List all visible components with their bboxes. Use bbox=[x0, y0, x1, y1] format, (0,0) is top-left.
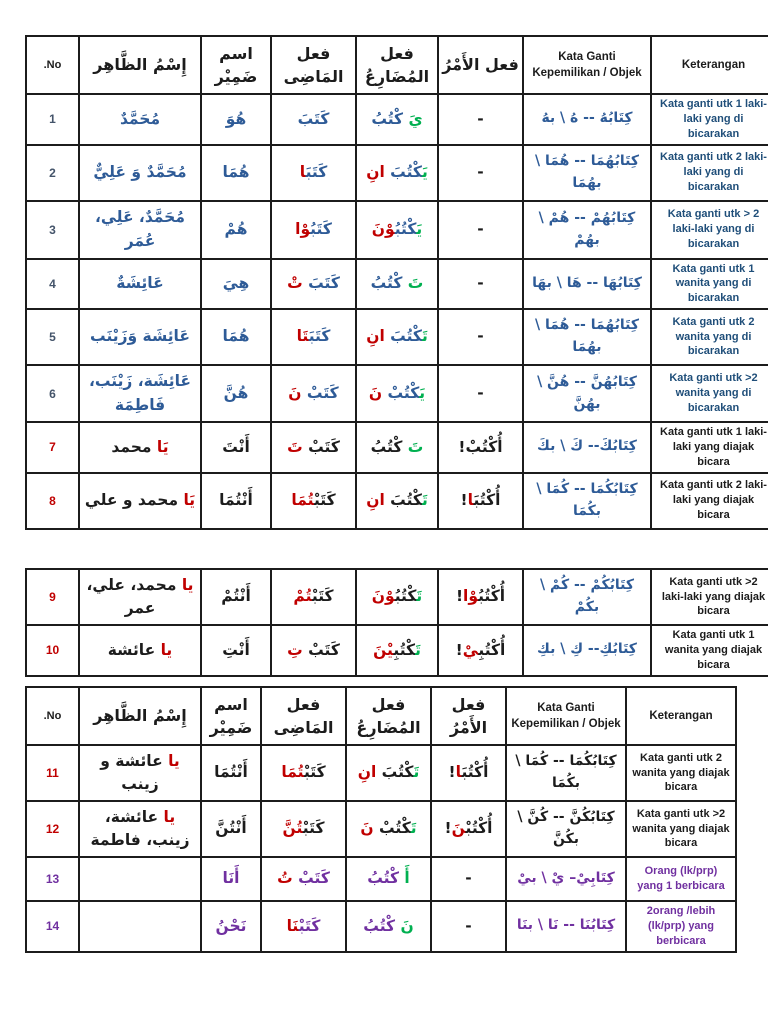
cell-keterangan: 2orang /lebih (lk/prp) yang berbicara bbox=[626, 901, 736, 952]
cell-dhamir bbox=[201, 473, 271, 529]
arabic-segment: تَ‍ bbox=[421, 490, 428, 509]
arabic-segment: - bbox=[477, 383, 484, 402]
arabic-segment: أَنْتُنَّ bbox=[215, 819, 247, 838]
cell-keterangan: Kata ganti utk > 2 laki-laki yang di bicarakan bbox=[651, 201, 768, 259]
cell-row-number: 11 bbox=[26, 745, 79, 801]
arabic-segment: كِتَابُكُمَا -- كُمَا \ بكُمَا bbox=[515, 753, 617, 791]
cell-kataganti bbox=[523, 201, 651, 259]
cell-mudhari bbox=[356, 94, 438, 145]
cell-madhi bbox=[271, 94, 356, 145]
arabic-segment: كَتَبَ bbox=[297, 109, 330, 128]
cell-madhi bbox=[271, 625, 356, 676]
cell-row-number: 12 bbox=[26, 801, 79, 857]
arabic-segment: محمد و علي bbox=[84, 490, 179, 509]
cell-zahir bbox=[79, 309, 201, 365]
cell-keterangan: Orang (lk/prp) yang 1 berbicara bbox=[626, 857, 736, 901]
arabic-segment: كِتَابُهُمَا -- هُمَا \ بهُمَا bbox=[535, 317, 639, 356]
arabic-segment: مُحَمَّدٌ وَ عَلِيٌّ bbox=[93, 162, 187, 181]
arabic-segment: تَ‍ bbox=[421, 327, 428, 346]
arabic-segment: ‍ا bbox=[299, 162, 306, 181]
arabic-segment: انِ bbox=[366, 162, 385, 181]
arabic-segment: يَ‍ bbox=[416, 219, 423, 238]
cell-zahir bbox=[79, 745, 201, 801]
arabic-segment: أَنْتُمْ bbox=[221, 587, 251, 606]
header-no: .No bbox=[26, 36, 79, 94]
header-ism-zahir: إِسْمُ الظَّاهِر bbox=[79, 687, 201, 745]
cell-mudhari bbox=[356, 259, 438, 310]
header-no: .No bbox=[26, 687, 79, 745]
arabic-segment: ‍كْتُبْ bbox=[382, 383, 420, 402]
table-row bbox=[26, 801, 736, 857]
arabic-segment: محمد bbox=[111, 437, 152, 456]
arabic-segment: عَائِشَة وَزَيْنَب bbox=[90, 327, 190, 346]
arabic-segment: كِتَابُكُمَا -- كُمَا \ بكُمَا bbox=[536, 480, 638, 519]
cell-mudhari bbox=[346, 901, 431, 952]
cell-dhamir bbox=[201, 422, 271, 473]
header-fiil-amr: فعل الأَمْرُ bbox=[438, 36, 523, 94]
cell-dhamir bbox=[201, 569, 271, 625]
arabic-segment: تَ bbox=[402, 274, 424, 293]
arabic-segment: هُمَا bbox=[222, 327, 250, 346]
arabic-segment: نَ bbox=[368, 383, 383, 402]
cell-mudhari bbox=[356, 145, 438, 201]
table-row bbox=[26, 901, 736, 952]
arabic-segment: - bbox=[465, 869, 472, 888]
arabic-segment: ‍تُمَا bbox=[281, 763, 304, 782]
cell-amr bbox=[438, 625, 523, 676]
arabic-segment: يَا bbox=[178, 490, 196, 509]
arabic-segment: انِ bbox=[357, 763, 377, 782]
arabic-segment: كَتَبْ bbox=[292, 869, 330, 888]
cell-dhamir bbox=[201, 625, 271, 676]
cell-row-number: 14 bbox=[26, 901, 79, 952]
cell-mudhari bbox=[356, 365, 438, 422]
cell-kataganti bbox=[523, 473, 651, 529]
cell-madhi bbox=[271, 365, 356, 422]
arabic-segment: انِ bbox=[366, 327, 385, 346]
cell-keterangan: Kata ganti utk >2 wanita yang di bicarakan bbox=[651, 365, 768, 422]
cell-zahir bbox=[79, 365, 201, 422]
arabic-segment: أَنْتَ bbox=[222, 437, 250, 456]
arabic-segment: كِتَابُكُنَّ -- كُنَّ \ بكُنَّ bbox=[517, 809, 615, 847]
arabic-segment: ‍وْا bbox=[295, 219, 311, 238]
arabic-segment: - bbox=[465, 916, 472, 935]
arabic-segment: أُكْتُبْ! bbox=[458, 437, 503, 456]
arabic-segment: كَتَبَ‍ bbox=[308, 327, 331, 346]
cell-mudhari bbox=[356, 569, 438, 625]
arabic-segment: كَتَبْ‍ bbox=[302, 819, 325, 838]
arabic-segment: ‍تُنَّ bbox=[282, 819, 303, 838]
arabic-segment: تَ‍ bbox=[415, 640, 421, 659]
arabic-segment: كِتَابُكُمْ -- كُمْ \ بكُمْ bbox=[540, 577, 634, 615]
cell-row-number: 5 bbox=[26, 309, 79, 365]
cell-kataganti bbox=[523, 94, 651, 145]
arabic-segment: كَتَبَ‍ bbox=[305, 162, 328, 181]
cell-keterangan: Kata ganti utk 2 laki-laki yang di bicarakan bbox=[651, 145, 768, 201]
cell-amr bbox=[438, 259, 523, 310]
table-row bbox=[26, 569, 768, 625]
cell-row-number: 2 bbox=[26, 145, 79, 201]
arabic-segment: - bbox=[477, 219, 484, 238]
cell-zahir bbox=[79, 145, 201, 201]
cell-kataganti bbox=[523, 422, 651, 473]
header-kata-ganti: Kata Ganti Kepemilikan / Objek bbox=[523, 36, 651, 94]
arabic-segment: كِتَابُهَا -- هَا \ بهَا bbox=[532, 274, 642, 291]
arabic-segment: أُكْتُبِ‍ bbox=[478, 640, 506, 659]
arabic-segment: ‍كْتُبَ bbox=[376, 763, 414, 782]
arabic-segment: أَ bbox=[399, 869, 410, 888]
table-row bbox=[26, 365, 768, 422]
header-ism-dhamir: اسم ضَمِيْر bbox=[201, 687, 261, 745]
arabic-segment: ! bbox=[455, 587, 464, 606]
arabic-segment: ‍تُمَا bbox=[291, 490, 314, 509]
cell-kataganti bbox=[506, 801, 626, 857]
arabic-segment: أَنَا bbox=[222, 869, 240, 888]
cell-keterangan: Kata ganti utk 2 wanita yang diajak bicara bbox=[626, 745, 736, 801]
cell-madhi bbox=[271, 473, 356, 529]
arabic-segment: ‍ا bbox=[455, 763, 462, 782]
cell-dhamir bbox=[201, 857, 261, 901]
cell-keterangan: Kata ganti utk 1 wanita yang diajak bicara bbox=[651, 625, 768, 676]
header-ism-zahir: إِسْمُ الظَّاهِر bbox=[79, 36, 201, 94]
cell-kataganti bbox=[523, 365, 651, 422]
arabic-segment: ! bbox=[448, 763, 456, 782]
arabic-segment: كِتَابُنَا -- نَا \ بنَا bbox=[516, 917, 616, 934]
cell-kataganti bbox=[523, 309, 651, 365]
cell-kataganti bbox=[523, 259, 651, 310]
arabic-segment: كْتُبُ bbox=[363, 916, 396, 935]
arabic-segment: كِتَابِيْ– يْ \ بيْ bbox=[517, 870, 615, 887]
cell-keterangan: Kata ganti utk >2 laki-laki yang diajak bicara bbox=[651, 569, 768, 625]
cell-row-number: 6 bbox=[26, 365, 79, 422]
arabic-segment: كِتَابُكِ-- كِ \ بكِ bbox=[537, 641, 637, 658]
arabic-segment: أَنْتُمَا bbox=[219, 490, 253, 509]
cell-amr bbox=[438, 145, 523, 201]
arabic-segment: ‍كْتُبَ bbox=[384, 490, 422, 509]
arabic-segment: نَحْنُ bbox=[215, 916, 247, 935]
arabic-segment: عائشة و زينب bbox=[100, 751, 163, 793]
table-3-header bbox=[26, 687, 736, 745]
cell-row-number: 7 bbox=[26, 422, 79, 473]
cell-madhi bbox=[271, 309, 356, 365]
arabic-segment: تَ bbox=[287, 437, 303, 456]
arabic-segment: محمد، علي، عمر bbox=[86, 575, 177, 617]
cell-madhi bbox=[261, 745, 346, 801]
cell-dhamir bbox=[201, 145, 271, 201]
arabic-segment: ‍نَ bbox=[451, 819, 466, 838]
cell-mudhari bbox=[356, 473, 438, 529]
cell-mudhari bbox=[346, 801, 431, 857]
cell-madhi bbox=[271, 422, 356, 473]
arabic-segment: يَ bbox=[403, 109, 423, 128]
header-fiil-madhi: فعل المَاضِى bbox=[261, 687, 346, 745]
arabic-segment: ‍يْنَ bbox=[373, 640, 394, 659]
cell-madhi bbox=[271, 259, 356, 310]
cell-row-number: 1 bbox=[26, 94, 79, 145]
arabic-segment: ‍كْتُبِ‍ bbox=[393, 640, 416, 659]
cell-madhi bbox=[261, 901, 346, 952]
cell-zahir bbox=[79, 625, 201, 676]
arabic-segment: ‍نَا bbox=[286, 916, 299, 935]
cell-dhamir bbox=[201, 201, 271, 259]
arabic-segment: - bbox=[477, 162, 484, 181]
arabic-segment: ‍وْنَ bbox=[371, 219, 395, 238]
cell-kataganti bbox=[506, 857, 626, 901]
arabic-segment: هِيَ bbox=[222, 274, 250, 293]
cell-row-number: 4 bbox=[26, 259, 79, 310]
cell-keterangan: Kata ganti utk 2 wanita yang di bicarakan bbox=[651, 309, 768, 365]
cell-zahir bbox=[79, 857, 201, 901]
cell-mudhari bbox=[346, 857, 431, 901]
cell-amr bbox=[438, 94, 523, 145]
arabic-segment: يا bbox=[158, 807, 176, 826]
arabic-segment: كَتَبُ‍ bbox=[310, 219, 332, 238]
cell-zahir bbox=[79, 422, 201, 473]
arabic-segment: عَائِشَة، زَيْنَب، فَاطِمَة bbox=[88, 372, 192, 414]
cell-dhamir bbox=[201, 259, 271, 310]
arabic-segment: يَ‍ bbox=[419, 383, 426, 402]
arabic-segment: تَ‍ bbox=[413, 763, 420, 782]
arabic-segment: أَنْتُمَا bbox=[214, 763, 248, 782]
cell-dhamir bbox=[201, 309, 271, 365]
cell-dhamir bbox=[201, 801, 261, 857]
cell-mudhari bbox=[356, 422, 438, 473]
arabic-segment: مُحَمَّدٌ، عَلِي، عُمَر bbox=[95, 208, 185, 250]
cell-madhi bbox=[271, 201, 356, 259]
cell-keterangan: Kata ganti utk 1 laki-laki yang di bicarakan bbox=[651, 94, 768, 145]
arabic-segment: كْتُبُ bbox=[370, 274, 403, 293]
cell-keterangan: Kata ganti utk 1 laki-laki yang diajak bicara bbox=[651, 422, 768, 473]
table-row bbox=[26, 259, 768, 310]
header-fiil-madhi: فعل المَاضِى bbox=[271, 36, 356, 94]
arabic-segment: تَ‍ bbox=[416, 587, 423, 606]
arabic-segment: يا bbox=[162, 751, 180, 770]
cell-zahir bbox=[79, 901, 201, 952]
table-row bbox=[26, 422, 768, 473]
cell-madhi bbox=[261, 857, 346, 901]
arabic-segment: كَتَبْ‍ bbox=[313, 490, 336, 509]
arabic-segment: ‍كْتُبُ‍ bbox=[394, 219, 417, 238]
arabic-segment: مُحَمَّدٌ bbox=[119, 109, 161, 128]
table-1-header bbox=[26, 36, 768, 94]
cell-row-number: 8 bbox=[26, 473, 79, 529]
arabic-segment: كِتَابُهُمْ -- هُمْ \ بهُمْ bbox=[538, 209, 636, 248]
conjugation-table-3 bbox=[25, 686, 737, 953]
cell-madhi bbox=[271, 145, 356, 201]
arabic-segment: - bbox=[477, 327, 484, 346]
header-fiil-amr: فعل الأَمْرُ bbox=[431, 687, 506, 745]
arabic-segment: كْتُبُ bbox=[367, 869, 400, 888]
arabic-segment: ‍كْتُبَ bbox=[384, 327, 422, 346]
arabic-segment: ! bbox=[455, 640, 463, 659]
cell-mudhari bbox=[356, 309, 438, 365]
cell-amr bbox=[438, 365, 523, 422]
arabic-segment: أُكْتُبَ‍ bbox=[461, 763, 489, 782]
cell-amr bbox=[431, 745, 506, 801]
arabic-segment: أَنْتِ bbox=[222, 640, 250, 659]
header-kata-ganti: Kata Ganti Kepemilikan / Objek bbox=[506, 687, 626, 745]
arabic-segment: أُكْتُبْ‍ bbox=[465, 819, 493, 838]
cell-keterangan: Kata ganti utk >2 wanita yang diajak bicara bbox=[626, 801, 736, 857]
cell-amr bbox=[438, 473, 523, 529]
arabic-segment: يَ‍ bbox=[421, 162, 428, 181]
arabic-segment: أُكْتُبَ‍ bbox=[473, 490, 501, 509]
arabic-segment: ! bbox=[444, 819, 452, 838]
arabic-segment: كَتَبْ‍ bbox=[303, 763, 326, 782]
arabic-segment: ‍كْتُبَ bbox=[384, 162, 422, 181]
arabic-segment: ‍كْتُبُ‍ bbox=[394, 587, 417, 606]
cell-zahir bbox=[79, 201, 201, 259]
arabic-segment: ! bbox=[460, 490, 468, 509]
cell-dhamir bbox=[201, 94, 271, 145]
arabic-segment: نَ bbox=[395, 916, 414, 935]
arabic-segment: تَ‍ bbox=[410, 819, 417, 838]
cell-row-number: 9 bbox=[26, 569, 79, 625]
table-row bbox=[26, 625, 768, 676]
cell-madhi bbox=[271, 569, 356, 625]
arabic-segment: هُوَ bbox=[225, 109, 247, 128]
cell-kataganti bbox=[523, 569, 651, 625]
arabic-segment: هُمَا bbox=[222, 162, 250, 181]
arabic-segment: هُمْ bbox=[224, 219, 248, 238]
cell-row-number: 3 bbox=[26, 201, 79, 259]
table-row bbox=[26, 473, 768, 529]
cell-row-number: 10 bbox=[26, 625, 79, 676]
header-keterangan: Keterangan bbox=[626, 687, 736, 745]
arabic-segment: ‍تُمْ bbox=[293, 587, 312, 606]
table-row bbox=[26, 145, 768, 201]
arabic-segment: ‍كْتُبْ bbox=[373, 819, 411, 838]
conjugation-table-1 bbox=[25, 35, 768, 530]
arabic-segment: كَتَبْ bbox=[302, 437, 340, 456]
table-row bbox=[26, 201, 768, 259]
arabic-segment: - bbox=[477, 274, 484, 293]
arabic-segment: كِتَابُهُمَا -- هُمَا \ بهُمَا bbox=[535, 152, 639, 191]
table-row bbox=[26, 309, 768, 365]
arabic-segment: كَتَبْ bbox=[302, 640, 340, 659]
header-ism-dhamir: اسم ضَمِيْر bbox=[201, 36, 271, 94]
cell-kataganti bbox=[523, 625, 651, 676]
cell-kataganti bbox=[506, 901, 626, 952]
arabic-segment: كْتُبُ bbox=[371, 109, 404, 128]
arabic-segment: كِتَابُهُ -- هُ \ بهُ bbox=[541, 110, 633, 127]
cell-amr bbox=[438, 422, 523, 473]
arabic-segment: عائشة bbox=[107, 640, 156, 659]
arabic-segment: هُنَّ bbox=[223, 383, 249, 402]
arabic-segment: تِ bbox=[287, 640, 303, 659]
cell-mudhari bbox=[356, 201, 438, 259]
cell-mudhari bbox=[356, 625, 438, 676]
arabic-segment: نَ bbox=[360, 819, 374, 838]
cell-mudhari bbox=[346, 745, 431, 801]
arabic-segment: ‍يْ bbox=[462, 640, 479, 659]
cell-zahir bbox=[79, 473, 201, 529]
cell-dhamir bbox=[201, 745, 261, 801]
table-row bbox=[26, 857, 736, 901]
arabic-segment: - bbox=[477, 109, 484, 128]
cell-madhi bbox=[261, 801, 346, 857]
cell-amr bbox=[438, 309, 523, 365]
cell-amr bbox=[438, 569, 523, 625]
cell-zahir bbox=[79, 569, 201, 625]
cell-zahir bbox=[79, 259, 201, 310]
arabic-segment: كْتُبُ bbox=[370, 437, 403, 456]
table-row bbox=[26, 745, 736, 801]
arabic-segment: تَ bbox=[402, 437, 424, 456]
cell-amr bbox=[438, 201, 523, 259]
arabic-segment: كَتَبْ‍ bbox=[298, 916, 321, 935]
arabic-segment: تْ bbox=[287, 274, 303, 293]
arabic-segment: يَا bbox=[151, 437, 169, 456]
header-fiil-mudhari: فعل المُضَارِعُ bbox=[346, 687, 431, 745]
cell-dhamir bbox=[201, 365, 271, 422]
cell-amr bbox=[431, 901, 506, 952]
arabic-segment: كَتَبْ bbox=[301, 383, 339, 402]
cell-keterangan: Kata ganti utk 1 wanita yang di bicarakan bbox=[651, 259, 768, 310]
arabic-segment: كِتَابُكَ-- كَ \ بكَ bbox=[537, 438, 637, 455]
arabic-segment: نَ bbox=[288, 383, 302, 402]
conjugation-table-2 bbox=[25, 568, 768, 677]
arabic-segment: انِ bbox=[366, 490, 385, 509]
cell-kataganti bbox=[523, 145, 651, 201]
arabic-segment: عائشة، زينب، فاطمة bbox=[90, 807, 190, 849]
cell-kataganti bbox=[506, 745, 626, 801]
cell-zahir bbox=[79, 94, 201, 145]
arabic-segment: كَتَبَ bbox=[302, 274, 340, 293]
arabic-segment: ‍تَا bbox=[296, 327, 309, 346]
cell-keterangan: Kata ganti utk 2 laki-laki yang diajak bicara bbox=[651, 473, 768, 529]
arabic-segment: أُكْتُبُ‍ bbox=[478, 587, 506, 606]
header-keterangan: Keterangan bbox=[651, 36, 768, 94]
cell-amr bbox=[431, 857, 506, 901]
cell-dhamir bbox=[201, 901, 261, 952]
arabic-segment: عَائِشَةٌ bbox=[116, 274, 164, 293]
arabic-segment: كِتَابُهُنَّ -- هُنَّ \ بهُنَّ bbox=[537, 373, 637, 412]
arabic-segment: يا bbox=[155, 640, 173, 659]
arabic-segment: ‍ا bbox=[467, 490, 474, 509]
arabic-segment: كَتَبْ‍ bbox=[311, 587, 334, 606]
cell-amr bbox=[431, 801, 506, 857]
arabic-segment: ‍وْنَ bbox=[371, 587, 395, 606]
arabic-segment: ‍وْا bbox=[463, 587, 479, 606]
table-row bbox=[26, 94, 768, 145]
arabic-segment: يا bbox=[176, 575, 194, 594]
header-fiil-mudhari: فعل المُضَارِعُ bbox=[356, 36, 438, 94]
arabic-segment: تُ bbox=[277, 869, 293, 888]
cell-zahir bbox=[79, 801, 201, 857]
cell-row-number: 13 bbox=[26, 857, 79, 901]
